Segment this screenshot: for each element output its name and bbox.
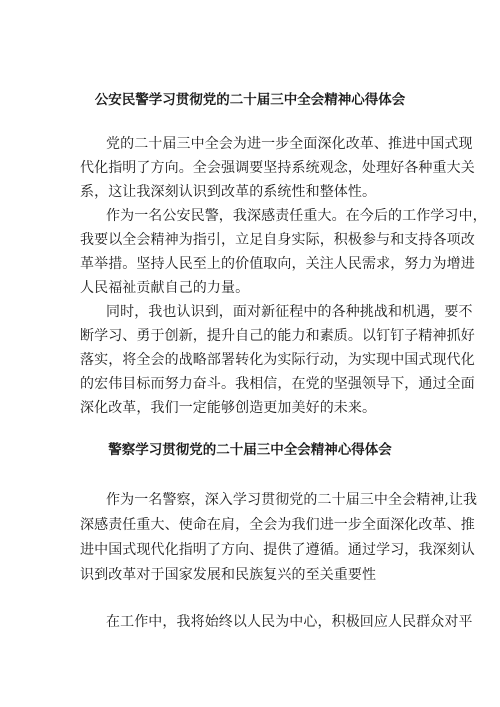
article-1-line: 人民福祉贡献自己的力量。 <box>80 280 250 296</box>
article-2-title: 警察学习贯彻党的二十届三中全会精神心得体会 <box>108 442 392 458</box>
article-2-line: 在工作中，我将始终以人民为中心，积极回应人民群众对平 <box>106 614 473 630</box>
article-2-line: 深感责任重大、使命在肩，全会为我们进一步全面深化改革、推 <box>80 517 475 533</box>
article-1-line: 系，这让我深刻认识到改革的系统性和整体性。 <box>80 184 377 200</box>
article-1-line: 落实，将全会的战略部署转化为实际行动，为实现中国式现代化 <box>80 352 475 368</box>
article-2-line: 进中国式现代化指明了方向、提供了遵循。通过学习，我深刻认 <box>80 542 475 558</box>
article-1-title: 公安民警学习贯彻党的二十届三中全会精神心得体会 <box>94 92 406 108</box>
article-1-line: 深化改革，我们一定能够创造更加美好的未来。 <box>80 400 377 416</box>
article-2-line: 识到改革对于国家发展和民族复兴的至关重要性 <box>80 567 377 583</box>
article-1-line: 的宏伟目标而努力奋斗。我相信，在党的坚强领导下，通过全面 <box>80 376 475 392</box>
article-1-line: 断学习、勇于创新，提升自己的能力和素质。以钉钉子精神抓好 <box>80 328 475 344</box>
article-1-line: 革举措。坚持人民至上的价值取向，关注人民需求，努力为增进 <box>80 256 475 272</box>
article-1-line: 作为一名公安民警，我深感责任重大。在今后的工作学习中， <box>106 208 487 224</box>
article-1-line: 代化指明了方向。全会强调要坚持系统观念，处理好各种重大关 <box>80 160 475 176</box>
article-1-line: 我要以全会精神为指引，立足自身实际，积极参与和支持各项改 <box>80 232 475 248</box>
article-1-line: 党的二十届三中全会为进一步全面深化改革、推进中国式现 <box>106 136 473 152</box>
article-2-line: 作为一名警察，深入学习贯彻党的二十届三中全会精神,让我 <box>106 492 478 508</box>
article-1-line: 同时，我也认识到，面对新征程中的各种挑战和机遇，要不 <box>106 304 473 320</box>
